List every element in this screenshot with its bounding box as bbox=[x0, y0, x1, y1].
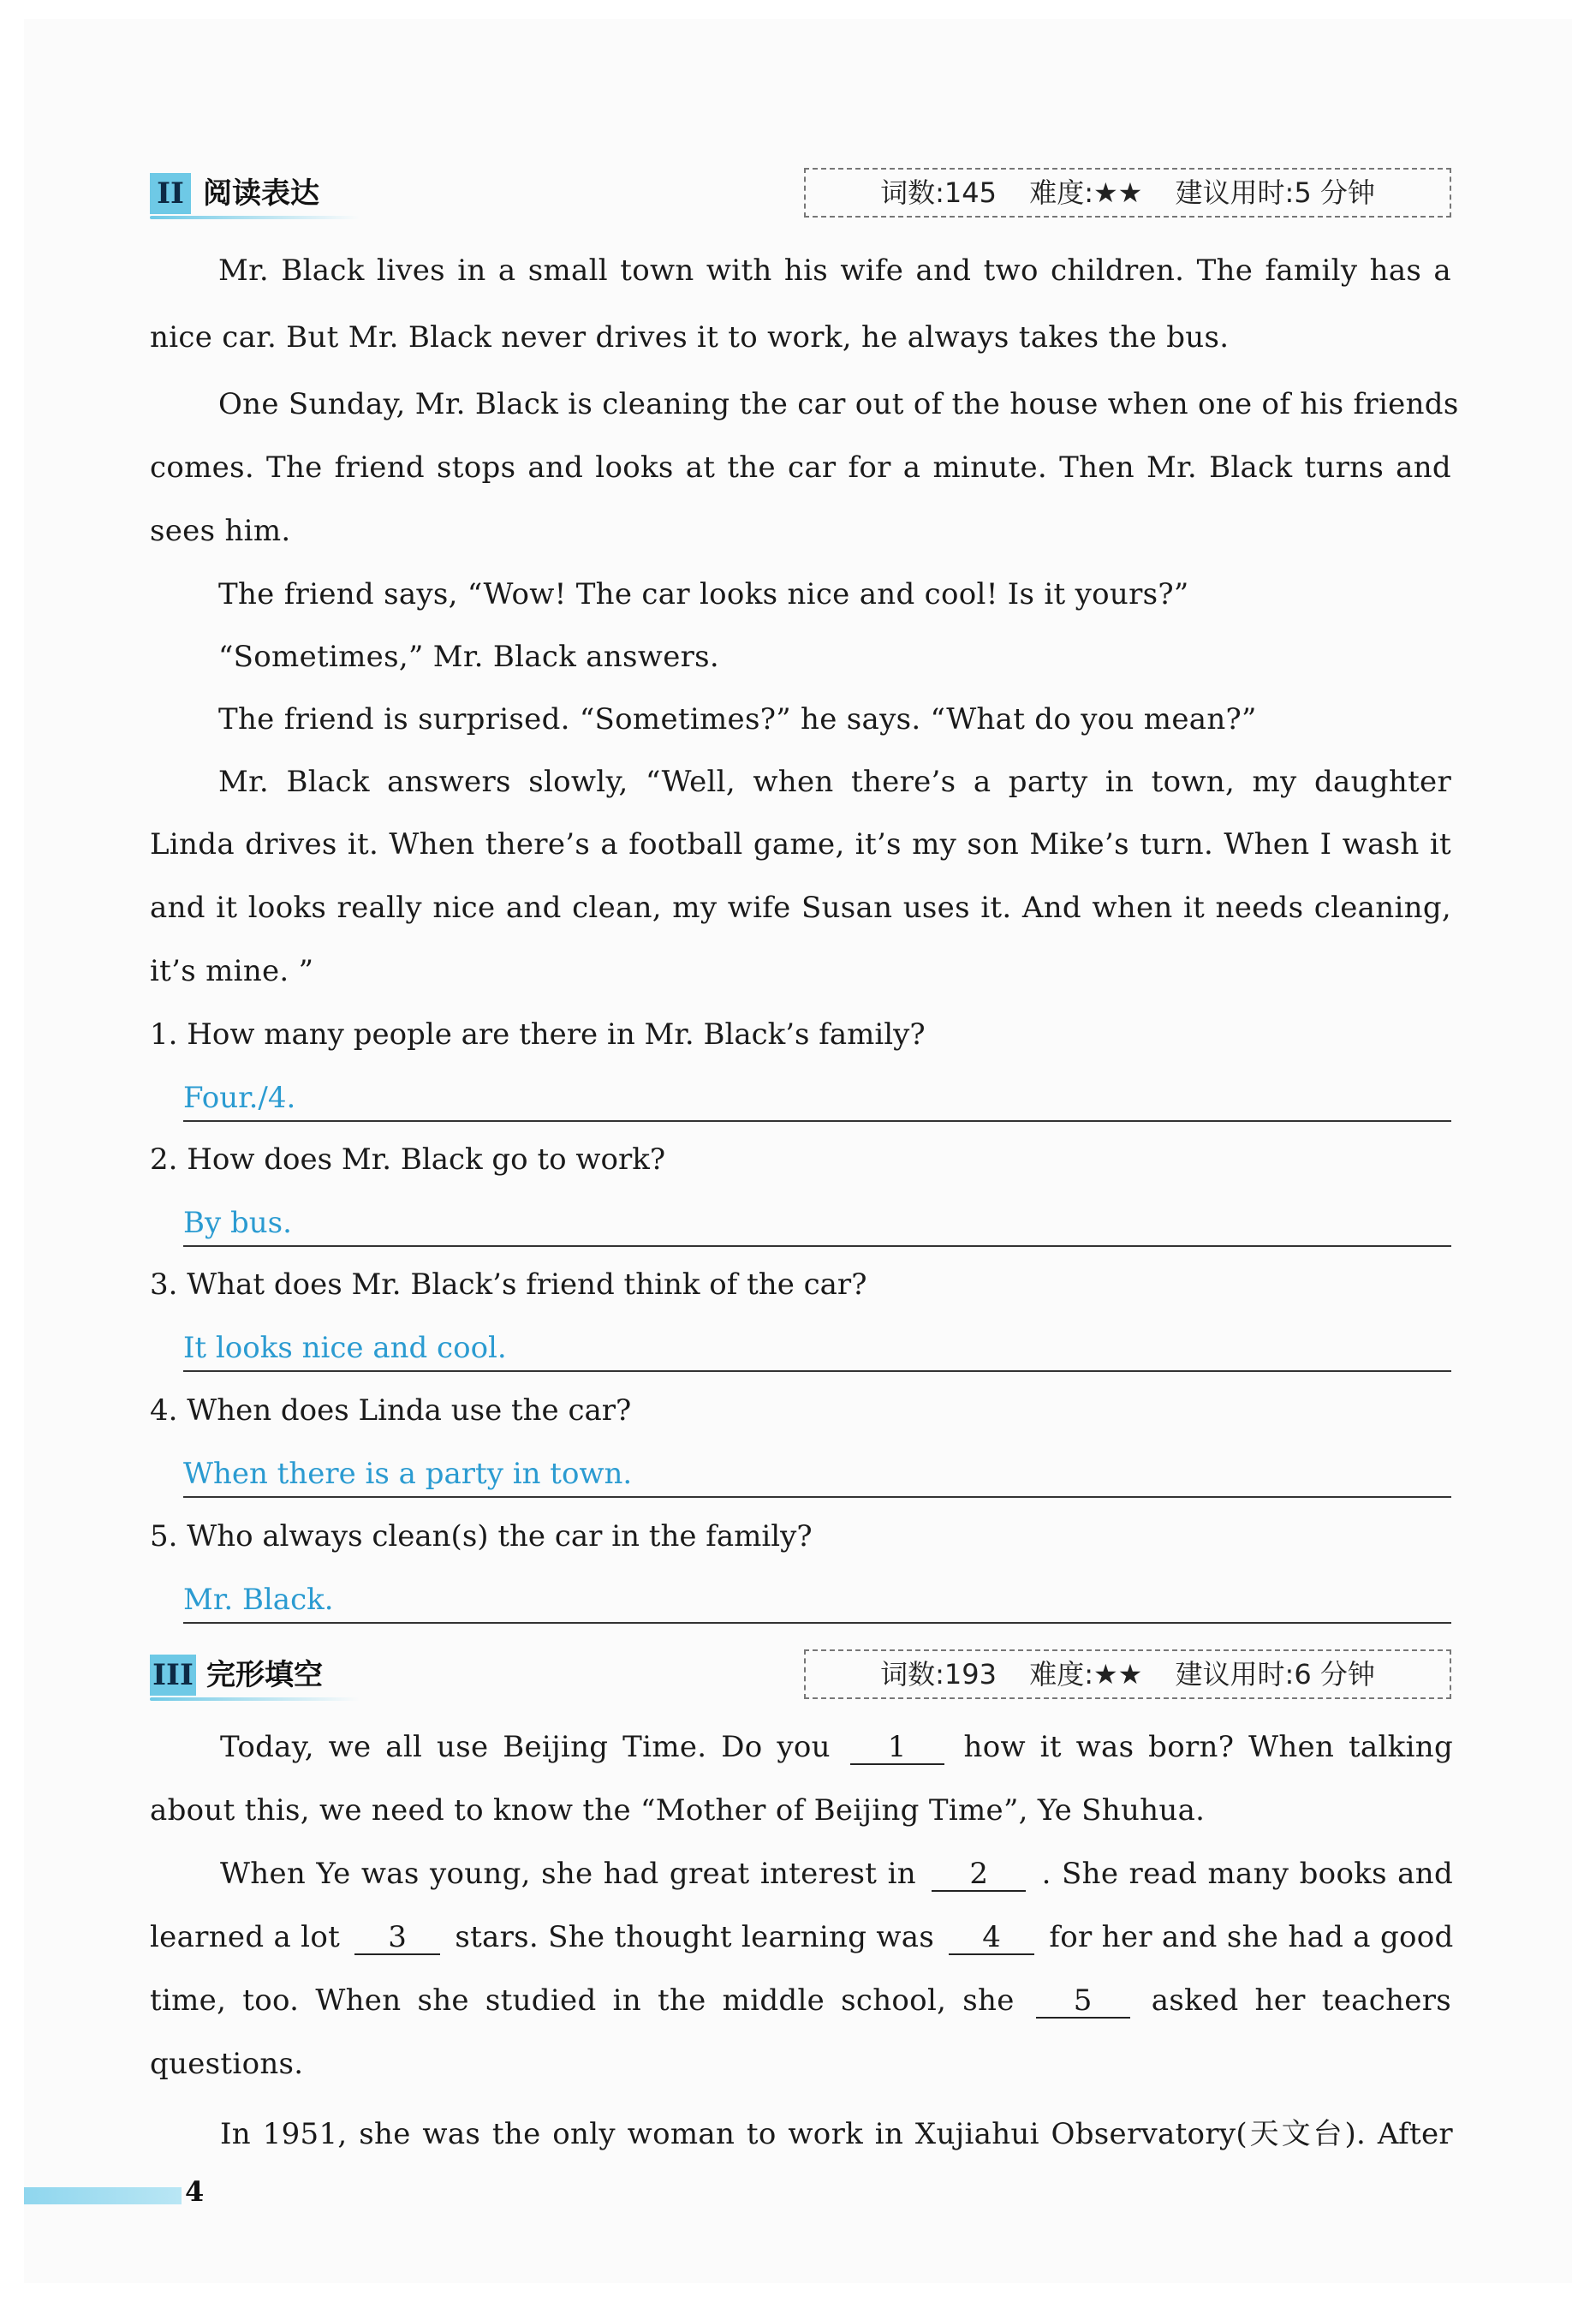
cloze-text: . She read many books and bbox=[1041, 1857, 1454, 1891]
passage-line: comes. The friend stops and looks at the car for a minute. Then Mr. Black turns and bbox=[150, 450, 1451, 485]
section-3-header bbox=[150, 1649, 1451, 1709]
section-2-title: 阅读表达 bbox=[203, 176, 319, 211]
page-number: 4 bbox=[185, 2175, 205, 2208]
cloze-text: stars. She thought learning was bbox=[455, 1920, 935, 1954]
word-count: 词数:193 bbox=[880, 1658, 998, 1691]
cloze-blank-1[interactable]: 1 bbox=[850, 1732, 944, 1765]
cloze-line-4 bbox=[150, 1920, 1454, 1955]
answer-line-3[interactable] bbox=[183, 1319, 1451, 1372]
passage-line: sees him. bbox=[150, 514, 291, 548]
answer-2: By bus. bbox=[183, 1206, 292, 1240]
passage-line: Mr. Black lives in a small town with his wife and two children. The family has a bbox=[218, 253, 1451, 288]
difficulty: 难度:★★ bbox=[1029, 1658, 1143, 1691]
section-3-underline bbox=[150, 1697, 360, 1701]
passage-line: “Sometimes,” Mr. Black answers. bbox=[218, 640, 720, 674]
cloze-line-2: about this, we need to know the “Mother of Beijing Time”, Ye Shuhua. bbox=[150, 1793, 1206, 1828]
answer-4: When there is a party in town. bbox=[183, 1457, 633, 1491]
cloze-line-7: In 1951, she was the only woman to work in Xujiahui Observatory(天文台). After bbox=[220, 2117, 1453, 2151]
answer-line-2[interactable] bbox=[183, 1194, 1451, 1247]
question-4: 4. When does Linda use the car? bbox=[150, 1393, 632, 1428]
passage-line: and it looks really nice and clean, my wife Susan uses it. And when it needs cleaning, bbox=[150, 891, 1451, 925]
cloze-text: Today, we all use Beijing Time. Do you bbox=[220, 1730, 831, 1764]
question-2: 2. How does Mr. Black go to work? bbox=[150, 1142, 666, 1177]
suggested-time: 建议用时:6 分钟 bbox=[1175, 1658, 1375, 1691]
passage-line: Linda drives it. When there’s a football game, it’s my son Mike’s turn. When I wash it bbox=[150, 827, 1451, 862]
difficulty: 难度:★★ bbox=[1029, 176, 1143, 209]
cloze-line-3 bbox=[220, 1857, 1453, 1892]
passage-line: The friend says, “Wow! The car looks nice and cool! Is it yours?” bbox=[218, 577, 1189, 611]
cloze-blank-3[interactable]: 3 bbox=[354, 1923, 440, 1955]
cloze-blank-4[interactable]: 4 bbox=[949, 1923, 1034, 1955]
section-3-title: 完形填空 bbox=[206, 1658, 323, 1692]
section-2-underline bbox=[150, 216, 360, 219]
section-2-meta bbox=[804, 168, 1451, 218]
answer-line-1[interactable] bbox=[183, 1069, 1451, 1122]
cloze-text: When Ye was young, she had great interest in bbox=[220, 1857, 916, 1891]
cloze-line-1 bbox=[220, 1730, 1453, 1765]
footer-bar bbox=[24, 2187, 182, 2204]
cloze-blank-2[interactable]: 2 bbox=[932, 1859, 1026, 1892]
passage-line: Mr. Black answers slowly, “Well, when there’s a party in town, my daughter bbox=[218, 765, 1451, 799]
cloze-line-5 bbox=[150, 1983, 1451, 2019]
cloze-text: time, too. When she studied in the middle school, she bbox=[150, 1983, 1015, 2018]
passage-line: it’s mine. ” bbox=[150, 954, 314, 988]
cloze-text: how it was born? When talking bbox=[963, 1730, 1454, 1764]
passage-line: nice car. But Mr. Black never drives it to work, he always takes the bus. bbox=[150, 320, 1230, 355]
answer-3: It looks nice and cool. bbox=[183, 1331, 507, 1365]
question-5: 5. Who always clean(s) the car in the family? bbox=[150, 1519, 813, 1554]
cloze-text: learned a lot bbox=[150, 1920, 341, 1954]
section-2-badge: II bbox=[150, 173, 191, 214]
answer-line-5[interactable] bbox=[183, 1571, 1451, 1624]
suggested-time: 建议用时:5 分钟 bbox=[1175, 176, 1375, 209]
cloze-text: asked her teachers bbox=[1151, 1983, 1452, 2018]
cloze-blank-5[interactable]: 5 bbox=[1036, 1986, 1130, 2019]
section-3-badge: III bbox=[150, 1655, 196, 1696]
answer-line-4[interactable] bbox=[183, 1445, 1451, 1498]
cloze-line-6: questions. bbox=[150, 2047, 304, 2081]
passage-line: One Sunday, Mr. Black is cleaning the car out of the house when one of his friends bbox=[218, 387, 1459, 421]
cloze-text: for her and she had a good bbox=[1049, 1920, 1454, 1954]
question-1: 1. How many people are there in Mr. Black’s family? bbox=[150, 1017, 926, 1052]
question-3: 3. What does Mr. Black’s friend think of the car? bbox=[150, 1267, 867, 1302]
answer-1: Four./4. bbox=[183, 1081, 296, 1115]
passage-line: The friend is surprised. “Sometimes?” he says. “What do you mean?” bbox=[218, 702, 1257, 737]
section-2-header bbox=[150, 168, 1451, 228]
answer-5: Mr. Black. bbox=[183, 1583, 334, 1617]
word-count: 词数:145 bbox=[880, 176, 998, 209]
section-3-meta bbox=[804, 1649, 1451, 1699]
